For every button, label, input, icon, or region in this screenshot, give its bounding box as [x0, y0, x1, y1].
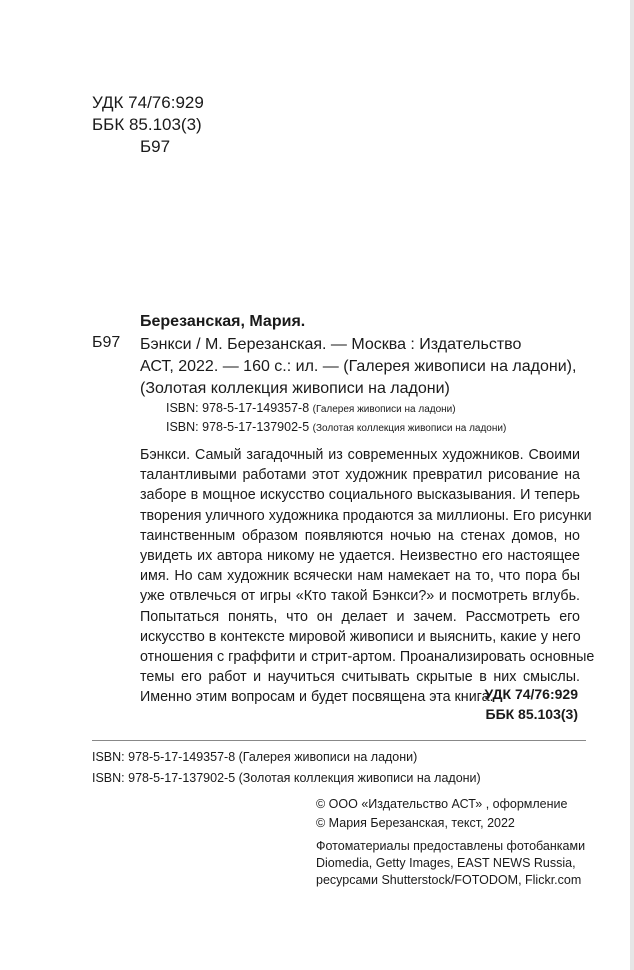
record-isbn [166, 420, 506, 434]
photo-credit-line: Diomedia, Getty Images, EAST NEWS Russia, [316, 856, 576, 870]
annotation-line: Бэнкси. Самый загадочный из современных художников. Своими [140, 447, 580, 463]
annotation-text [140, 445, 595, 708]
record-author-mark: Б97 [92, 334, 121, 351]
annotation-line: заборе в мощное искусство социального высказывания. И теперь [140, 487, 580, 504]
annotation-line: имя. Но сам художник всячески нам намекает на то, что пора бы [140, 568, 580, 585]
annotation-line: таинственным образом появляются ночью на стенах домов, но [140, 527, 580, 544]
isbn-number: ISBN: 978-5-17-149357-8 [166, 401, 310, 415]
photo-credits [316, 838, 585, 889]
record-line: АСТ, 2022. — 160 с.: ил. — (Галерея живописи на ладони), [140, 358, 577, 375]
bottom-isbn-line: ISBN: 978-5-17-137902-5 (Золотая коллекция живописи на ладони) [92, 771, 481, 785]
record-line: (Золотая коллекция живописи на ладони) [140, 380, 450, 397]
copyright-line: © ООО «Издательство АСТ» , оформление [316, 797, 568, 811]
annotation-line: Попытаться понять, что он делает и зачем. Рассмотреть его [140, 608, 580, 625]
udk-code-right: УДК 74/76:929 [484, 686, 578, 702]
photo-credit-line: Фотоматериалы предоставлены фотобанками [316, 839, 586, 853]
annotation-line: искусство в контексте мировой живописи и выяснить, какие у него [140, 628, 581, 645]
bbk-code: ББК 85.103(3) [92, 115, 202, 134]
page-edge-shadow [630, 0, 634, 970]
annotation-line: увидеть их автора никому не удается. Неизвестно его настоящее [140, 548, 580, 565]
copyright-line: © Мария Березанская, текст, 2022 [316, 816, 515, 830]
bottom-isbn-line: ISBN: 978-5-17-149357-8 (Галерея живописи на ладони) [92, 750, 418, 764]
isbn-series-note: (Галерея живописи на ладони) [312, 404, 456, 415]
udk-code: УДК 74/76:929 [92, 93, 204, 112]
record-line: Бэнкси / М. Березанская. — Москва : Издательство [140, 336, 522, 353]
isbn-series-note: (Золотая коллекция живописи на ладони) [312, 423, 507, 434]
record-author: Березанская, Мария. [140, 313, 306, 330]
annotation-line: талантливыми работами этот художник превратил рисование на [140, 467, 580, 484]
annotation-line: творения уличного художника продаются за миллионы. Его рисунки [140, 507, 592, 524]
record-isbn [166, 401, 456, 415]
bbk-code-right: ББК 85.103(3) [485, 706, 578, 722]
record-description [140, 334, 576, 400]
annotation-line: темы его работ и научиться считывать скрытые в них смыслы. [140, 669, 580, 686]
annotation-line: уже отвлечься от игры «Кто такой Бэнкси?» и посмотреть вглубь. [140, 588, 580, 605]
annotation-line: отношения с граффити и стрит-артом. Проанализировать основные [140, 649, 595, 666]
divider [92, 740, 586, 741]
photo-credit-line: ресурсами Shutterstock/FOTODOM, Flickr.com [316, 873, 582, 887]
annotation-line: Именно этим вопросам и будет посвящена эта книга. [140, 689, 494, 706]
isbn-number: ISBN: 978-5-17-137902-5 [166, 420, 310, 434]
author-mark-code: Б97 [140, 137, 171, 156]
